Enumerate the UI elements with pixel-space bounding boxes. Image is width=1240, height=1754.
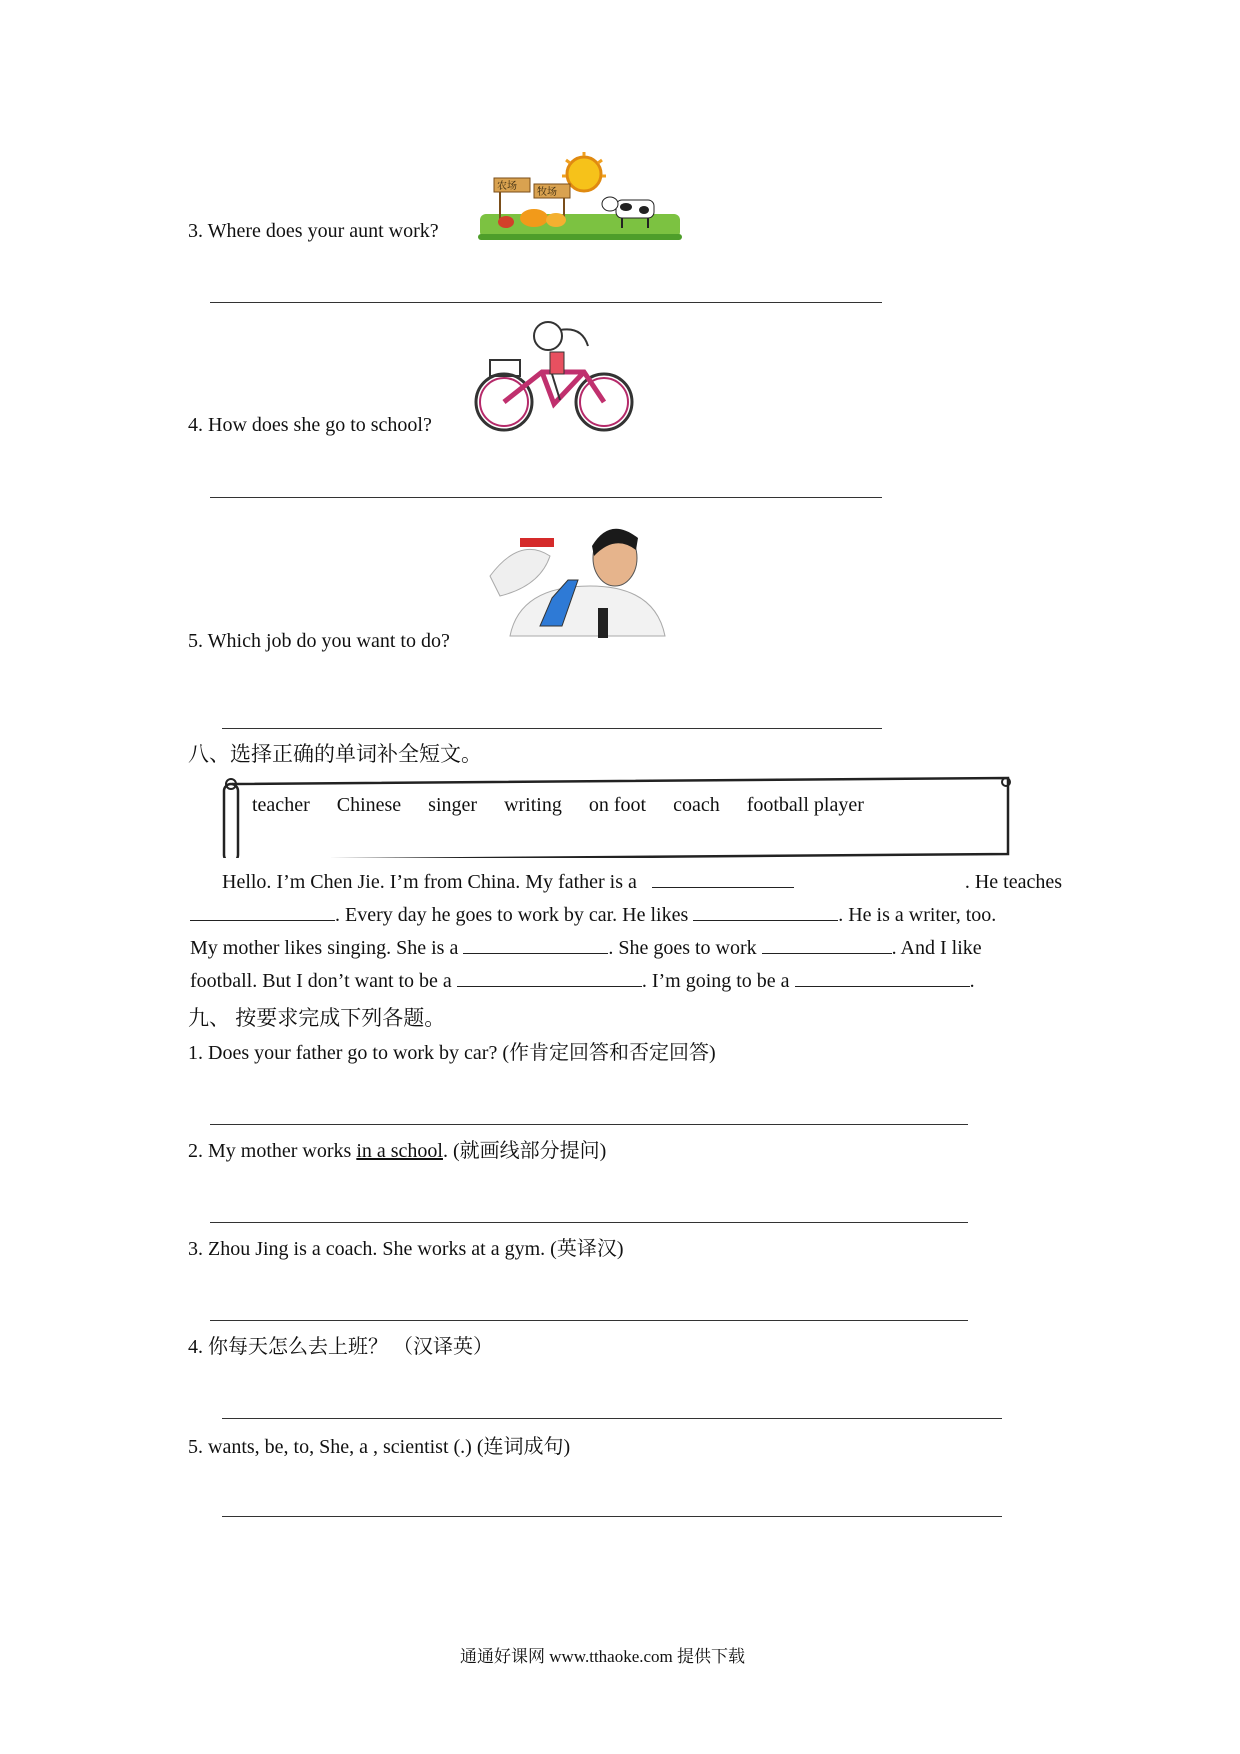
answer-line-q4[interactable] bbox=[210, 497, 882, 498]
word-bank bbox=[252, 794, 886, 817]
word-bank-item: teacher bbox=[252, 794, 310, 816]
answer-line-task-5[interactable] bbox=[222, 1516, 1002, 1517]
word-bank-item: Chinese bbox=[336, 794, 402, 816]
answer-line-task-2[interactable] bbox=[210, 1222, 968, 1223]
farm-illustration bbox=[476, 152, 686, 242]
task-4: 4. 你每天怎么去上班？ （汉译英） bbox=[188, 1336, 493, 1358]
passage-line-3: My mother likes singing. She is a . She goes to work . And I like bbox=[190, 937, 982, 959]
answer-line-q5[interactable] bbox=[222, 728, 882, 729]
question-5: 5. Which job do you want to do? bbox=[188, 630, 450, 652]
word-bank-scroll bbox=[222, 776, 1022, 858]
girl-on-bicycle-illustration bbox=[472, 310, 647, 435]
sun-icon bbox=[567, 157, 601, 191]
word-bank-item: singer bbox=[428, 794, 478, 816]
answer-line-task-3[interactable] bbox=[210, 1320, 968, 1321]
blank-5[interactable] bbox=[762, 935, 892, 954]
blank-1[interactable] bbox=[652, 869, 794, 888]
cloze-passage bbox=[190, 866, 1062, 998]
word-bank-item: football player bbox=[746, 794, 864, 816]
blank-2[interactable] bbox=[190, 902, 335, 921]
word-bank-item: coach bbox=[673, 794, 720, 816]
question-4: 4. How does she go to school? bbox=[188, 414, 432, 436]
passage-line-1: Hello. I’m Chen Jie. I’m from China. My father is a . He teaches bbox=[222, 871, 1062, 893]
blank-4[interactable] bbox=[463, 935, 608, 954]
task-3: 3. Zhou Jing is a coach. She works at a gym. (英译汉) bbox=[188, 1238, 624, 1260]
footer-source: 通通好课网 www.tthaoke.com 提供下载 bbox=[460, 1647, 746, 1666]
farm-sign-text: 农场 bbox=[497, 181, 517, 192]
word-bank-item: on foot bbox=[588, 794, 647, 816]
task-5: 5. wants, be, to, She, a , scientist (.) (连词成句) bbox=[188, 1436, 571, 1458]
section-9-heading: 九、 按要求完成下列各题。 bbox=[188, 1006, 446, 1030]
blank-3[interactable] bbox=[693, 902, 838, 921]
task-1: 1. Does your father go to work by car? (作肯定回答和否定回答) bbox=[188, 1042, 716, 1064]
ranch-sign-text: 牧场 bbox=[537, 187, 557, 198]
scientist-illustration bbox=[480, 516, 695, 651]
answer-line-task-1[interactable] bbox=[210, 1124, 968, 1125]
task-2: 2. My mother works in a school. (就画线部分提问) bbox=[188, 1140, 607, 1162]
question-3: 3. Where does your aunt work? bbox=[188, 220, 439, 242]
blank-7[interactable] bbox=[795, 968, 970, 987]
word-bank-item: writing bbox=[504, 794, 562, 816]
answer-line-q3[interactable] bbox=[210, 302, 882, 303]
section-8-heading: 八、选择正确的单词补全短文。 bbox=[188, 742, 482, 766]
underlined-phrase: in a school bbox=[356, 1140, 443, 1162]
passage-line-2: . Every day he goes to work by car. He likes . He is a writer, too. bbox=[190, 899, 1062, 932]
answer-line-task-4[interactable] bbox=[222, 1418, 1002, 1419]
blank-6[interactable] bbox=[457, 968, 642, 987]
passage-line-4: football. But I don’t want to be a . I’m going to be a . bbox=[190, 970, 975, 992]
